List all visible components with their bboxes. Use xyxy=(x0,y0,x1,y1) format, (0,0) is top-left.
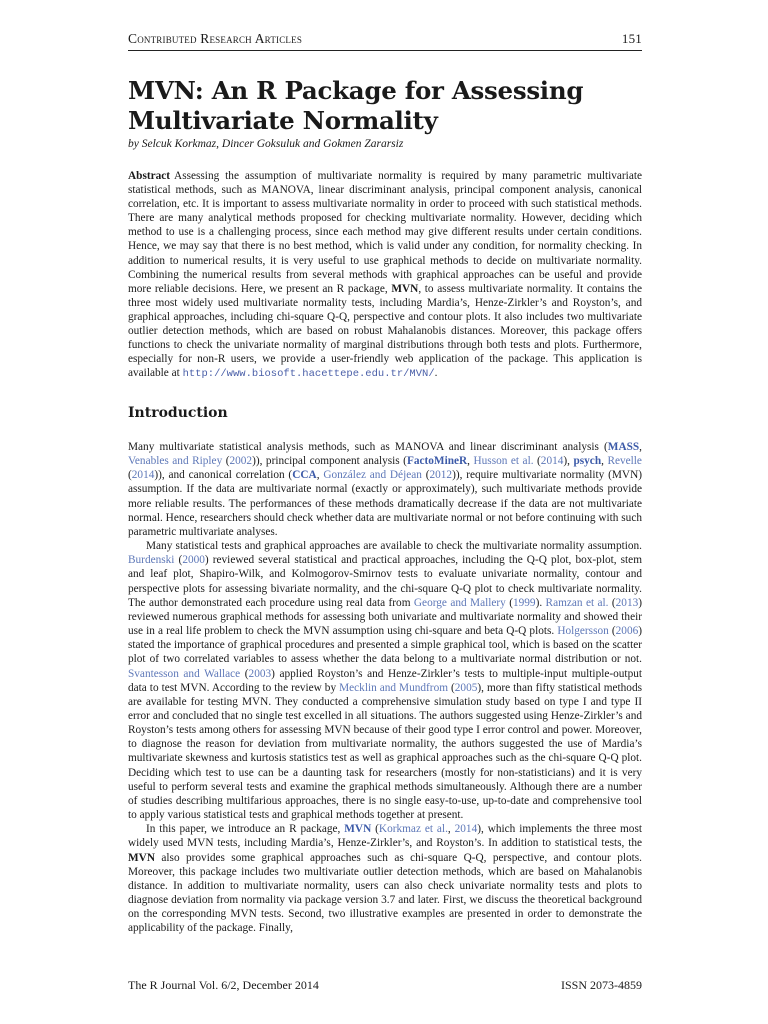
citation-link[interactable]: Ramzan et al. xyxy=(545,596,609,609)
text: In this paper, we introduce an R package, xyxy=(146,823,345,836)
section-heading-introduction: Introduction xyxy=(128,405,228,421)
text: ( xyxy=(371,823,379,836)
paragraph xyxy=(128,822,642,935)
text: , xyxy=(447,823,455,836)
citation-year-link[interactable]: 2000 xyxy=(182,554,205,567)
abstract-text: . xyxy=(434,367,438,380)
package-name: MVN xyxy=(128,851,155,864)
text: ). xyxy=(535,596,546,609)
text: ) applied Royston’s and Henze-Zirkler’s tests to multiple-input multiple-output data to test MVN. According to the review by xyxy=(128,667,643,694)
text: ) reviewed numerous graphical methods for assessing both univariate and multivariate normality and showed their use in a real life problem to check the MVN assumption using chi-square and beta Q-Q plots. xyxy=(128,596,643,638)
abstract-label: Abstract xyxy=(128,170,171,182)
text: ( xyxy=(421,469,430,482)
citation-link[interactable]: Revelle xyxy=(607,455,642,468)
author-line: by Selcuk Korkmaz, Dincer Goksuluk and Gokmen Zararsiz xyxy=(128,138,404,150)
abstract xyxy=(128,169,642,381)
text: ) reviewed several statistical and practical approaches, including the Q-Q plot, box-plot, stem and leaf plot, Shapiro-Wilk, and Kolmogorov-Smirnov tests to evaluate univariate normality, contour and perspective plots for assessing bivariate normality, and the chi-square Q-Q plot to check multivariate normality. The author demonstrated each procedure using real data from xyxy=(128,554,642,609)
text: , xyxy=(467,455,474,468)
citation-year-link[interactable]: 2005 xyxy=(454,681,478,694)
text: ), which implements the three most widely used MVN tests, including Mardia’s, Henze-Zirkler’s, and Royston’s. In addition to statistical tests, the xyxy=(128,823,642,850)
citation-link[interactable]: Mecklin and Mundfrom xyxy=(339,681,449,694)
abstract-text: Assessing the assumption of multivariate normality is required by many parametric multivariate statistical methods, such as MANOVA, linear discriminant analysis, principal component analysis, canonical correlation, etc. It is important to assess multivariate normality in order to proceed with such statistical methods. There are many analytical methods proposed for checking multivariate normality. However, deciding which method to use is a challenging process, since each method may give different results under certain conditions. Hence, we may say that there is no best method, which is valid under any condition, for normality checking. In addition to numerical results, it is very useful to use graphical methods to decide on multivariate normality. Combining the numerical results from several methods with graphical approaches can be useful and provide more reliable decisions. Here, we present an R package, xyxy=(128,170,642,295)
journal-section: Contributed Research Articles xyxy=(128,31,303,46)
text: ( xyxy=(174,554,183,567)
citation-year-link[interactable]: 2003 xyxy=(248,667,272,680)
text: ( xyxy=(240,667,249,680)
citation-year-link[interactable]: 2014 xyxy=(454,823,478,836)
citation-year-link[interactable]: 2014 xyxy=(540,455,564,468)
article-title: MVN: An R Package for Assessing Multivariate Normality xyxy=(128,76,584,135)
citation-year-link[interactable]: 1999 xyxy=(512,596,536,609)
package-link-mvn[interactable]: MVN xyxy=(344,823,372,836)
text: ( xyxy=(505,596,513,609)
citation-year-link[interactable]: 2006 xyxy=(615,625,639,638)
issn: ISSN 2073-4859 xyxy=(560,978,642,992)
text: ( xyxy=(448,681,455,694)
citation-link[interactable]: Venables and Ripley xyxy=(128,455,223,468)
package-link-mass[interactable]: MASS xyxy=(607,441,640,453)
citation-link[interactable]: Husson et al. xyxy=(473,455,534,468)
text: ), xyxy=(563,455,574,468)
article-page xyxy=(128,0,642,1024)
text: ( xyxy=(128,469,132,482)
citation-year-link[interactable]: 2002 xyxy=(229,455,253,468)
text: Many multivariate statistical analysis methods, such as MANOVA and linear discriminant analysis ( xyxy=(128,441,608,453)
journal-issue: The R Journal Vol. 6/2, December 2014 xyxy=(128,978,319,992)
citation-year-link[interactable]: 2013 xyxy=(615,596,639,609)
citation-link[interactable]: Holgersson xyxy=(557,625,609,638)
text: )), require multivariate normality (MVN) assumption. If the data are multivariate normal (exactly or approximately), such multivariate methods provide more reliable results. The performances of these methods dramatically decrease if the data are not multivariate normal. Hence, researchers should check whether data are multivariate normal or not before continuing with such parametric multivariate analyses. xyxy=(128,469,642,538)
citation-link[interactable]: Svantesson and Wallace xyxy=(128,667,241,680)
text: ) stated the importance of graphical procedures and presented a simple graphical tool, which is based on the scatter plot of two correlated variables to assess whether the data belong to a multivariate normal distribution or not. xyxy=(128,625,642,666)
package-name: MVN xyxy=(391,282,419,295)
paragraph xyxy=(128,440,642,539)
text: )), and canonical correlation ( xyxy=(154,469,293,482)
citation-link[interactable]: George and Mallery xyxy=(413,596,506,609)
text: , xyxy=(639,441,642,453)
text: )), principal component analysis ( xyxy=(252,455,407,468)
text: , xyxy=(601,455,608,468)
citation-year-link[interactable]: 2014 xyxy=(131,469,155,482)
package-link-factominer[interactable]: FactoMineR xyxy=(406,455,468,468)
citation-link[interactable]: Korkmaz et al. xyxy=(378,823,448,836)
text: ), more than fifty statistical methods are available for testing MVN. They conducted a comprehensive simulation study based on type I and type II error and concluded that no single test excelled in all situations. The authors suggested using Henze-Zirkler’s and Royston’s tests among others for assessing MVN because of their good type I error control and power. Moreover, to diagnose the reason for deviation from multivariate normality, the authors suggested the use of Mardia’s multivariate skewness and kurtosis statistics test as well as graphical approaches such as the chi-square Q-Q plot. Deciding which test to use can be a daunting task for researchers (mostly for non-statisticians) and it is very useful to perform several tests and examine the graphical methods simultaneously. Although there are a number of studies describing multifarious approaches, there is no single easy-to-use, up-to-date and comprehensive tool to apply various statistical tests and graphical methods together at present. xyxy=(128,681,642,822)
text: ( xyxy=(608,625,616,638)
paragraph xyxy=(128,539,642,822)
citation-year-link[interactable]: 2012 xyxy=(429,469,453,482)
text: , xyxy=(316,469,324,482)
package-link-psych[interactable]: psych xyxy=(573,455,602,468)
text: ( xyxy=(533,455,541,468)
page-number: 151 xyxy=(621,31,642,46)
abstract-text: , to assess multivariate normality. It contains the three most widely used multivariate normality tests, including Mardia’s, Henze-Zirkler’s and Royston’s, and graphical approaches, including chi-square Q-Q, perspective and contour plots. It also includes two multivariate outlier detection methods, which are based on robust Mahalanobis distances. Moreover, this package offers functions to check the univariate normality of marginal distributions through both tests and plots. Furthermore, especially for non-R users, we provide a user-friendly web application of the package. This application is available at xyxy=(128,282,642,380)
text: ( xyxy=(222,455,230,468)
package-link-cca[interactable]: CCA xyxy=(292,469,317,482)
text: also provides some graphical approaches such as chi-square Q-Q, perspective, and contour plots. Moreover, this package includes two multivariate outlier detection methods, which are based on Mahalanobis distance. In addition to multivariate normality, users can also check univariate normality tests and plots to diagnose deviation from normality via package version 3.7 and later. First, we discuss the theoretical background on the corresponding MVN tests. Second, two illustrative examples are presented in order to demonstrate the applicability of the package. Finally, xyxy=(128,851,642,935)
citation-link[interactable]: Burdenski xyxy=(128,554,175,567)
citation-link[interactable]: González and Déjean xyxy=(323,469,422,482)
text: Many statistical tests and graphical approaches are available to check the multivariate normality assumption. xyxy=(146,540,642,553)
page-footer xyxy=(128,978,642,993)
introduction-body xyxy=(128,440,642,935)
web-app-url-link[interactable]: http://www.biosoft.hacettepe.edu.tr/MVN/ xyxy=(182,368,435,381)
running-head xyxy=(128,31,642,51)
text: ( xyxy=(608,596,616,609)
